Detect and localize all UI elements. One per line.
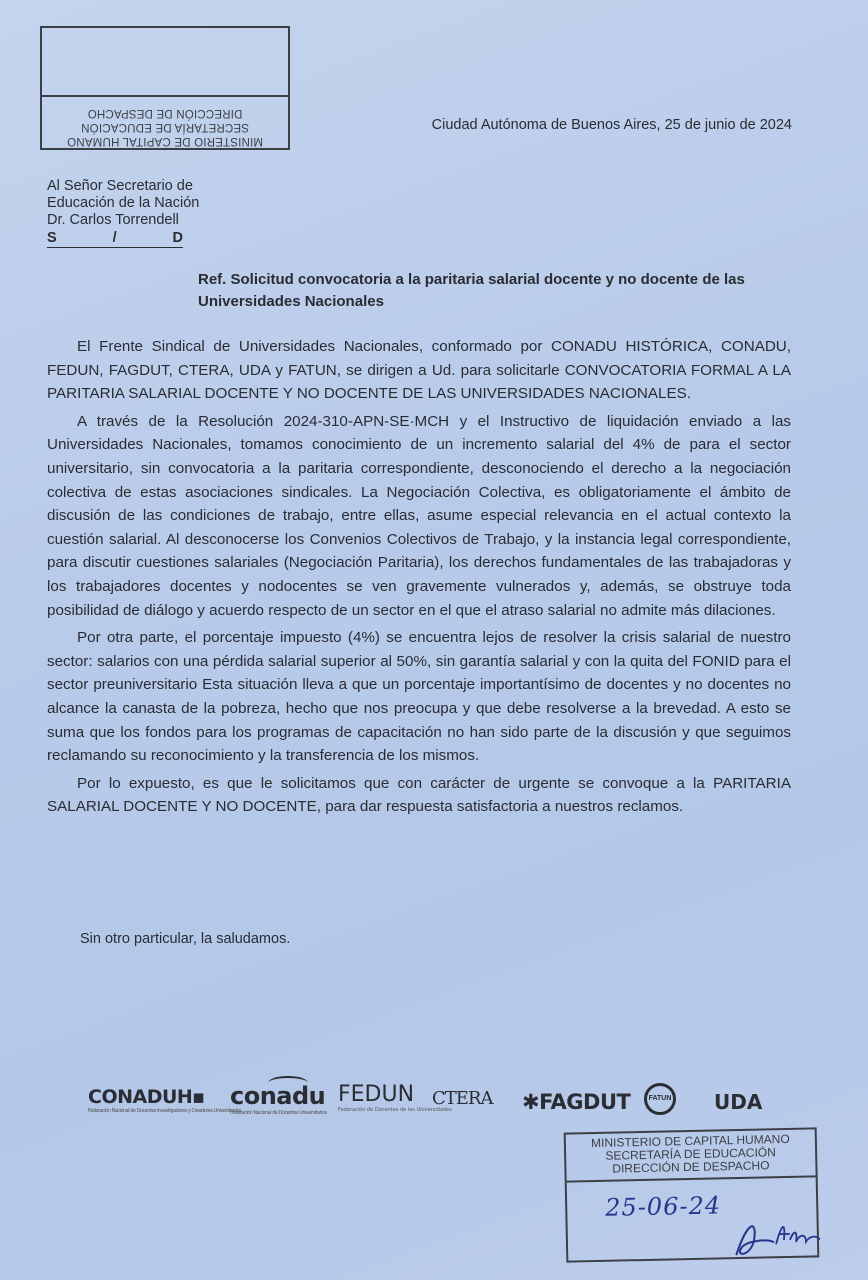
stamp-divider <box>42 95 288 97</box>
stamp-bottom-line-secretariat: SECRETARÍA DE EDUCACIÓN <box>605 1145 777 1163</box>
logo-conaduh-mark-icon: H▪ <box>176 1086 205 1108</box>
paragraph-3: Por otra parte, el porcentaje impuesto (4%) se encuentra lejos de resolver la crisis salarial de nuestro sector: salarios con una pérdida salarial superior al 50%, sin garantía salarial y con la quita del FONID para el sector preuniversitario Esta situación lleva a que un porcentaje importantísimo de docentes y no docentes no alcance la canasta de la pobreza, hecho que nos preocupa y que debe resolverse a la brevedad. A esto se suma que los fondos para los programas de capacitación no han sido parte de la discusión y que seguimos reclamando su reconocimiento y la transferencia de los mismos. <box>47 629 791 765</box>
reference-line: Ref. Solicitud convocatoria a la paritaria salarial docente y no docente de las Universidades Nacionales <box>198 271 745 310</box>
stamp-bottom-line-ministry: MINISTERIO DE CAPITAL HUMANO <box>590 1131 790 1151</box>
paragraph-2: A través de la Resolución 2024-310-APN-SE·MCH y el Instructivo de liquidación enviado a las Universidades Nacionales, tomamos conocimiento de un incremento salarial del 4% de para el sector universitario, sin convocatoria a la paritaria correspondiente, desconociendo el derecho a la negociación colectiva de estas asociaciones sindicales. La Negociación Colectiva, es obligatoriamente el ámbito de discusión de las condiciones de trabajo, entre ellas, asume especial relevancia en el actual contexto la cuestión salarial. Al desconocerse los Convenios Colectivos de Trabajo, y la instancia legal correspondiente, para discutir cuestiones salariales (Negociación Paritaria), los derechos fundamentales de las trabajadoras y los trabajadores docentes y nodocentes se ven gravemente vulnerados y, además, se obstruye toda posibilidad de diálogo y acuerdo respecto de un sector en el que el atraso salarial no admite más dilaciones. <box>47 412 791 619</box>
stamp-line-secretariat: SECRETARÍA DE EDUCACIÓN <box>81 121 249 133</box>
logo-ctera-text: CTERA <box>432 1088 493 1109</box>
recipient-line-3: Dr. Carlos Torrendell <box>47 212 179 228</box>
logo-ctera <box>432 1088 492 1109</box>
place-date: Ciudad Autónoma de Buenos Aires, 25 de junio de 2024 <box>431 117 792 133</box>
logo-fatun-text: FATUN <box>648 1095 672 1102</box>
received-stamp-bottom <box>564 1127 820 1262</box>
logo-conadu-text: conadu <box>230 1082 326 1110</box>
logo-conadu-historica <box>88 1086 241 1114</box>
stamp-line-ministry: MINISTERIO DE CAPITAL HUMANO <box>67 135 264 147</box>
union-logos-row <box>84 1080 774 1130</box>
received-stamp-top <box>40 26 290 150</box>
logo-fagdut-text: FAGDUT <box>539 1090 631 1114</box>
logo-conaduh-sub: Federación Nacional de Docentes Investigadores y Creadores Universitarios <box>88 1108 242 1114</box>
logo-conadu-sub: Federación Nacional de Docentes Universitarios <box>230 1110 327 1116</box>
su-despacho <box>47 229 183 248</box>
closing-line: Sin otro particular, la saludamos. <box>80 931 291 947</box>
handwritten-date: 25-06-24 <box>604 1191 722 1222</box>
stamp-text-upside-down <box>42 98 288 148</box>
logo-conaduh-text: CONADU <box>88 1086 177 1108</box>
recipient-line-2: Educación de la Nación <box>47 195 200 211</box>
logo-fatun-seal <box>644 1083 676 1115</box>
stamp-bottom-line-office: DIRECCIÓN DE DESPACHO <box>612 1158 770 1176</box>
sd-slash: / <box>112 230 117 246</box>
recipient-line-1: Al Señor Secretario de <box>47 178 193 194</box>
logo-fedun-text: FEDUN <box>338 1082 415 1107</box>
logo-conadu-arc-icon <box>268 1076 308 1090</box>
logo-uda <box>714 1090 762 1114</box>
logo-fagdut-asterisk-icon: ✱ <box>522 1090 540 1114</box>
logo-uda-text: UDA <box>714 1090 763 1114</box>
sd-d: D <box>172 230 183 246</box>
handwritten-signature <box>727 1209 828 1261</box>
stamp-line-office: DIRECCIÓN DE DESPACHO <box>87 107 243 119</box>
logo-fagdut <box>522 1090 630 1114</box>
paragraph-1: El Frente Sindical de Universidades Nacionales, conformado por CONADU HISTÓRICA, CONADU, FEDUN, FAGDUT, CTERA, UDA y FATUN, se dirigen a Ud. para solicitarle CONVOCATORIA FORMAL A LA PARITARIA SALARIAL DOCENTE Y NO DOCENTE DE LAS UNIVERSIDADES NACIONALES. <box>47 338 791 403</box>
stamp-bottom-divider <box>567 1175 816 1182</box>
stamp-bottom-text <box>566 1129 816 1176</box>
paragraph-4: Por lo expuesto, es que le solicitamos que con carácter de urgente se convoque a la PARITARIA SALARIAL DOCENTE Y NO DOCENTE, para dar respuesta satisfactoria a nuestros reclamos. <box>47 774 791 816</box>
letter-body <box>47 335 791 823</box>
sd-s: S <box>47 230 57 246</box>
logo-conadu <box>230 1082 327 1116</box>
recipient-block <box>47 178 199 248</box>
logo-fedun-sub: Federación de Docentes de las Universidades <box>338 1107 452 1113</box>
